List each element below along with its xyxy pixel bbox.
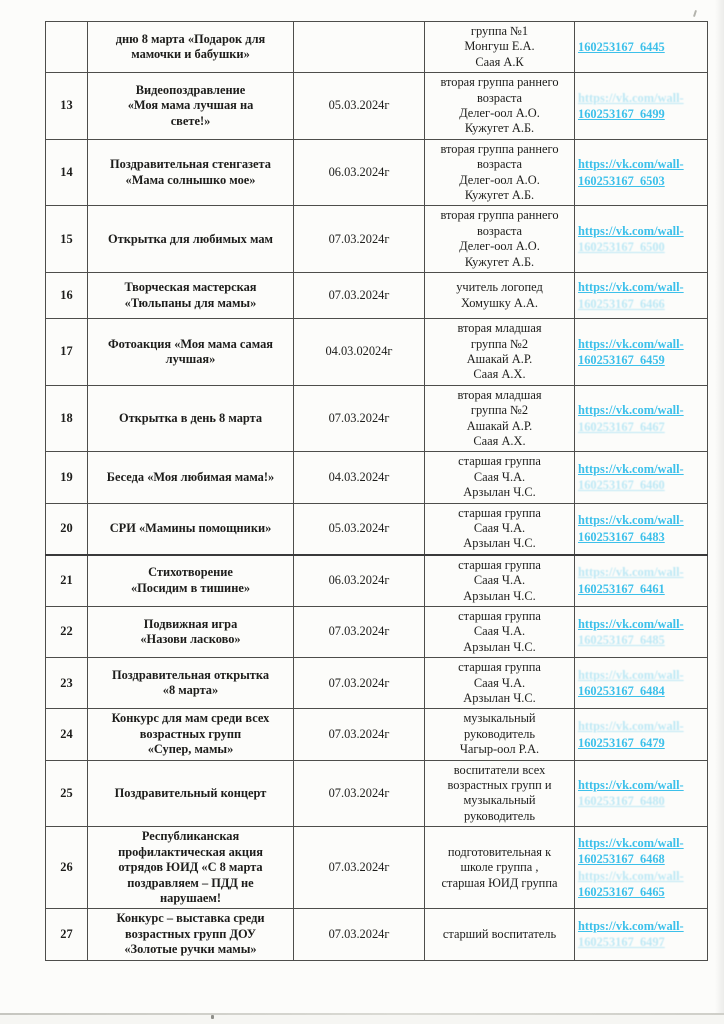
responsible-group-line: возраста	[476, 157, 523, 172]
event-date: 07.03.2024г	[294, 658, 425, 709]
vk-link-cell	[575, 607, 708, 658]
event-date: 07.03.2024г	[294, 827, 425, 909]
event-name-line: Открытка для любимых мам	[108, 231, 273, 246]
responsible-group-line: Хомушку А.А.	[461, 295, 538, 310]
responsible-group-line: старшая ЮИД группа	[441, 875, 558, 890]
table-row	[46, 139, 708, 206]
responsible-group-line: возрастных групп и	[447, 778, 552, 793]
vk-link[interactable]: https://vk.com/wall-	[578, 616, 684, 631]
table-row	[46, 206, 708, 273]
event-name-line: Беседа «Моя любимая мама!»	[106, 469, 275, 484]
vk-link[interactable]: 160253167_6466	[578, 296, 665, 311]
row-number: 23	[46, 658, 88, 709]
responsible-group	[425, 909, 575, 960]
row-number: 25	[46, 760, 88, 827]
responsible-group-line: Саая А.Х.	[473, 433, 526, 448]
event-name-line: мамочки и бабушки»	[131, 47, 250, 62]
responsible-group-line: Саая А.Х.	[473, 367, 526, 382]
event-date: 05.03.2024г	[294, 503, 425, 555]
event-date: 04.03.2024г	[294, 452, 425, 503]
event-date: 06.03.2024г	[294, 139, 425, 206]
row-number: 14	[46, 139, 88, 206]
responsible-group-line: старшая группа	[458, 454, 541, 469]
row-number: 24	[46, 709, 88, 760]
vk-link-cell	[575, 909, 708, 960]
event-name-line: Конкурс для мам среди всех	[111, 711, 270, 726]
event-name-line: возрастных групп ДОУ	[124, 926, 257, 941]
vk-link-cell	[575, 760, 708, 827]
table-row	[46, 607, 708, 658]
vk-link[interactable]: https://vk.com/wall-	[578, 403, 684, 418]
vk-link[interactable]: 160253167_6483	[578, 529, 665, 544]
vk-link[interactable]: 160253167_6503	[578, 173, 665, 188]
event-name	[88, 827, 294, 909]
table-row	[46, 827, 708, 909]
responsible-group-line: вторая группа раннего	[440, 75, 559, 90]
responsible-group-line: Саая Ч.А.	[473, 675, 526, 690]
vk-link-cell	[575, 555, 708, 607]
event-name-line: Творческая мастерская	[124, 280, 257, 295]
responsible-group	[425, 555, 575, 607]
event-name	[88, 709, 294, 760]
schedule-table-body	[46, 22, 708, 961]
vk-link[interactable]: 160253167_6460	[578, 478, 665, 493]
responsible-group-line: старшая группа	[458, 505, 541, 520]
event-name-line: Поздравительная открытка	[111, 667, 270, 682]
event-name-line: «Тюльпаны для мамы»	[124, 295, 257, 310]
event-name-line: возрастных групп	[139, 726, 242, 741]
event-date: 07.03.2024г	[294, 385, 425, 452]
vk-link[interactable]: https://vk.com/wall-	[578, 719, 684, 734]
vk-link[interactable]: https://vk.com/wall-	[578, 157, 684, 172]
scan-speck	[693, 10, 697, 17]
event-name	[88, 319, 294, 386]
table-row	[46, 760, 708, 827]
vk-link[interactable]: 160253167_6485	[578, 633, 665, 648]
responsible-group-line: группа №2	[470, 403, 529, 418]
event-name	[88, 658, 294, 709]
responsible-group-line: Ашакай А.Р.	[466, 351, 533, 366]
event-name-line: Видеопоздравление	[135, 82, 246, 97]
responsible-group-line: воспитатели всех	[453, 762, 546, 777]
event-name	[88, 385, 294, 452]
scan-background-strip	[0, 1015, 724, 1024]
event-date	[294, 22, 425, 73]
vk-link[interactable]: 160253167_6484	[578, 684, 665, 699]
responsible-group	[425, 709, 575, 760]
row-number: 16	[46, 273, 88, 319]
vk-link[interactable]: https://vk.com/wall-	[578, 280, 684, 295]
responsible-group-line: старшая группа	[458, 557, 541, 572]
vk-link[interactable]: https://vk.com/wall-	[578, 868, 684, 883]
event-date: 07.03.2024г	[294, 273, 425, 319]
responsible-group	[425, 452, 575, 503]
event-name-line: Поздравительный концерт	[114, 785, 267, 800]
vk-link[interactable]: 160253167_6468	[578, 852, 665, 867]
responsible-group	[425, 607, 575, 658]
event-name	[88, 503, 294, 555]
responsible-group-line: возраста	[476, 90, 523, 105]
responsible-group	[425, 139, 575, 206]
responsible-group	[425, 273, 575, 319]
event-name-line: свете!»	[170, 113, 211, 128]
responsible-group-line: Саая Ч.А.	[473, 469, 526, 484]
event-name-line: отрядов ЮИД «С 8 марта	[118, 860, 263, 875]
responsible-group-line: группа №2	[470, 336, 529, 351]
vk-link[interactable]: https://vk.com/wall-	[578, 667, 684, 682]
responsible-group-line: руководитель	[463, 808, 536, 823]
responsible-group-line: старшая группа	[458, 609, 541, 623]
responsible-group-line: Делег-оол А.О.	[459, 239, 540, 254]
table-row	[46, 709, 708, 760]
responsible-group-line: группа №1	[470, 24, 529, 38]
event-name	[88, 22, 294, 73]
responsible-group-line: Саая Ч.А.	[473, 573, 526, 588]
responsible-group-line: Делег-оол А.О.	[459, 106, 540, 121]
event-name	[88, 607, 294, 658]
vk-link[interactable]: 160253167_6480	[578, 794, 665, 809]
event-name-line: Фотоакция «Моя мама самая	[108, 336, 273, 351]
table-row	[46, 319, 708, 386]
event-date: 07.03.2024г	[294, 607, 425, 658]
responsible-group-line: Арзылан Ч.С.	[463, 536, 536, 551]
event-name-line: «Золотые ручки мамы»	[124, 942, 257, 957]
vk-link[interactable]: 160253167_6467	[578, 419, 665, 434]
event-name-line: «Назови ласково»	[140, 632, 241, 647]
event-name-line: профилактическая акция	[118, 844, 263, 859]
event-name-line: «Посидим в тишине»	[130, 580, 251, 595]
responsible-group-line: Чагыр-оол Р.А.	[459, 742, 540, 757]
event-name	[88, 909, 294, 960]
table-row	[46, 273, 708, 319]
responsible-group-line: руководитель	[463, 726, 536, 741]
responsible-group-line: музыкальный	[463, 793, 536, 808]
event-name-line: Республиканская	[141, 829, 240, 844]
event-name-line: Открытка в день 8 марта	[118, 410, 263, 425]
table-row	[46, 909, 708, 960]
responsible-group	[425, 22, 575, 73]
vk-link-cell	[575, 273, 708, 319]
responsible-group	[425, 319, 575, 386]
vk-link[interactable]: https://vk.com/wall-	[578, 90, 684, 105]
responsible-group-line: Кужугет А.Б.	[464, 254, 535, 269]
row-number	[46, 22, 88, 73]
event-name-line: «Моя мама лучшая на	[127, 98, 254, 113]
vk-link[interactable]: 160253167_6459	[578, 352, 665, 367]
event-name-line: «8 марта»	[162, 683, 219, 698]
table-row	[46, 22, 708, 73]
event-date: 07.03.2024г	[294, 709, 425, 760]
row-number: 21	[46, 555, 88, 607]
vk-link[interactable]: 160253167_6465	[578, 885, 665, 900]
event-name-line: Конкурс – выставка среди	[116, 911, 265, 926]
responsible-group-line: Саая Ч.А.	[473, 520, 526, 535]
event-name-line: лучшая»	[165, 351, 216, 366]
event-name	[88, 206, 294, 273]
row-number: 17	[46, 319, 88, 386]
vk-link-cell	[575, 206, 708, 273]
event-name-line: «Супер, мамы»	[147, 742, 234, 757]
responsible-group-line: Саая А.К	[475, 54, 524, 69]
responsible-group-line: вторая группа раннего	[440, 208, 559, 223]
responsible-group-line: учитель логопед	[456, 280, 543, 295]
scan-speck	[211, 1015, 214, 1019]
responsible-group-line: возраста	[476, 223, 523, 238]
responsible-group	[425, 760, 575, 827]
event-name-line: Поздравительная стенгазета	[110, 157, 271, 172]
event-name	[88, 452, 294, 503]
vk-link[interactable]: 160253167_6445	[578, 39, 665, 54]
event-name-line: нарушаем!	[160, 890, 221, 905]
responsible-group-line: Кужугет А.Б.	[464, 121, 535, 136]
row-number: 19	[46, 452, 88, 503]
responsible-group-line: Саая Ч.А.	[473, 624, 526, 639]
responsible-group	[425, 503, 575, 555]
row-number: 22	[46, 607, 88, 658]
event-name-line: Подвижная игра	[143, 616, 238, 631]
vk-link[interactable]: https://vk.com/wall-	[578, 565, 684, 580]
responsible-group-line: подготовительная к	[447, 844, 552, 859]
event-date: 04.03.02024г	[294, 319, 425, 386]
vk-link-cell	[575, 139, 708, 206]
responsible-group	[425, 827, 575, 909]
row-number: 18	[46, 385, 88, 452]
table-row	[46, 503, 708, 555]
responsible-group-line: Кужугет А.Б.	[464, 188, 535, 203]
responsible-group-line: Арзылан Ч.С.	[463, 691, 536, 706]
table-row	[46, 452, 708, 503]
responsible-group-line: школе группа ,	[460, 860, 539, 875]
responsible-group-line: Арзылан Ч.С.	[463, 588, 536, 603]
responsible-group-line: Ашакай А.Р.	[466, 418, 533, 433]
table-row	[46, 73, 708, 140]
responsible-group	[425, 73, 575, 140]
row-number: 13	[46, 73, 88, 140]
event-name	[88, 273, 294, 319]
vk-link[interactable]: 160253167_6499	[578, 107, 665, 122]
vk-link[interactable]: https://vk.com/wall-	[578, 835, 684, 850]
event-name-line: СРИ «Мамины помощники»	[109, 520, 272, 535]
responsible-group	[425, 658, 575, 709]
vk-link-cell	[575, 503, 708, 555]
table-row	[46, 658, 708, 709]
events-table	[45, 21, 708, 961]
responsible-group-line: музыкальный	[463, 711, 536, 726]
responsible-group-line: Делег-оол А.О.	[459, 172, 540, 187]
responsible-group-line: вторая младшая	[457, 321, 542, 336]
event-name-line: поздравляем – ПДД не	[127, 875, 254, 890]
responsible-group	[425, 206, 575, 273]
vk-link-cell	[575, 827, 708, 909]
vk-link-cell	[575, 73, 708, 140]
vk-link[interactable]: https://vk.com/wall-	[578, 336, 684, 351]
vk-link[interactable]: https://vk.com/wall-	[578, 223, 684, 238]
vk-link-cell	[575, 709, 708, 760]
row-number: 20	[46, 503, 88, 555]
event-date: 07.03.2024г	[294, 909, 425, 960]
vk-link-cell	[575, 658, 708, 709]
event-name-line: дню 8 марта «Подарок для	[115, 31, 266, 46]
responsible-group-line: вторая группа раннего	[440, 141, 559, 156]
vk-link-cell	[575, 22, 708, 73]
event-name-line: Стихотворение	[148, 565, 233, 580]
event-name	[88, 760, 294, 827]
table-row	[46, 385, 708, 452]
vk-link[interactable]: 160253167_6497	[578, 935, 665, 950]
vk-link[interactable]: https://vk.com/wall-	[578, 778, 684, 793]
responsible-group-line: старшая группа	[458, 660, 541, 675]
responsible-group-line: Монгуш Е.А.	[464, 39, 535, 54]
event-name	[88, 73, 294, 140]
row-number: 27	[46, 909, 88, 960]
responsible-group	[425, 385, 575, 452]
row-number: 26	[46, 827, 88, 909]
vk-link[interactable]: https://vk.com/wall-	[578, 919, 684, 934]
page-edge-shadow	[715, 0, 724, 1024]
event-date: 05.03.2024г	[294, 73, 425, 140]
vk-link[interactable]: 160253167_6500	[578, 240, 665, 255]
vk-link-cell	[575, 319, 708, 386]
responsible-group-line: старший воспитатель	[442, 926, 557, 941]
event-name-line: «Мама солнышко мое»	[125, 172, 256, 187]
vk-link[interactable]: 160253167_6479	[578, 735, 665, 750]
event-name	[88, 555, 294, 607]
vk-link[interactable]: https://vk.com/wall-	[578, 462, 684, 477]
vk-link-cell	[575, 452, 708, 503]
event-name	[88, 139, 294, 206]
responsible-group-line: вторая младшая	[457, 387, 542, 402]
responsible-group-line: Арзылан Ч.С.	[463, 639, 536, 654]
table-row	[46, 555, 708, 607]
vk-link[interactable]: 160253167_6461	[578, 581, 665, 596]
event-date: 07.03.2024г	[294, 206, 425, 273]
event-date: 07.03.2024г	[294, 760, 425, 827]
row-number: 15	[46, 206, 88, 273]
vk-link[interactable]: https://vk.com/wall-	[578, 513, 684, 528]
vk-link-cell	[575, 385, 708, 452]
responsible-group-line: Арзылан Ч.С.	[463, 485, 536, 500]
event-date: 06.03.2024г	[294, 555, 425, 607]
